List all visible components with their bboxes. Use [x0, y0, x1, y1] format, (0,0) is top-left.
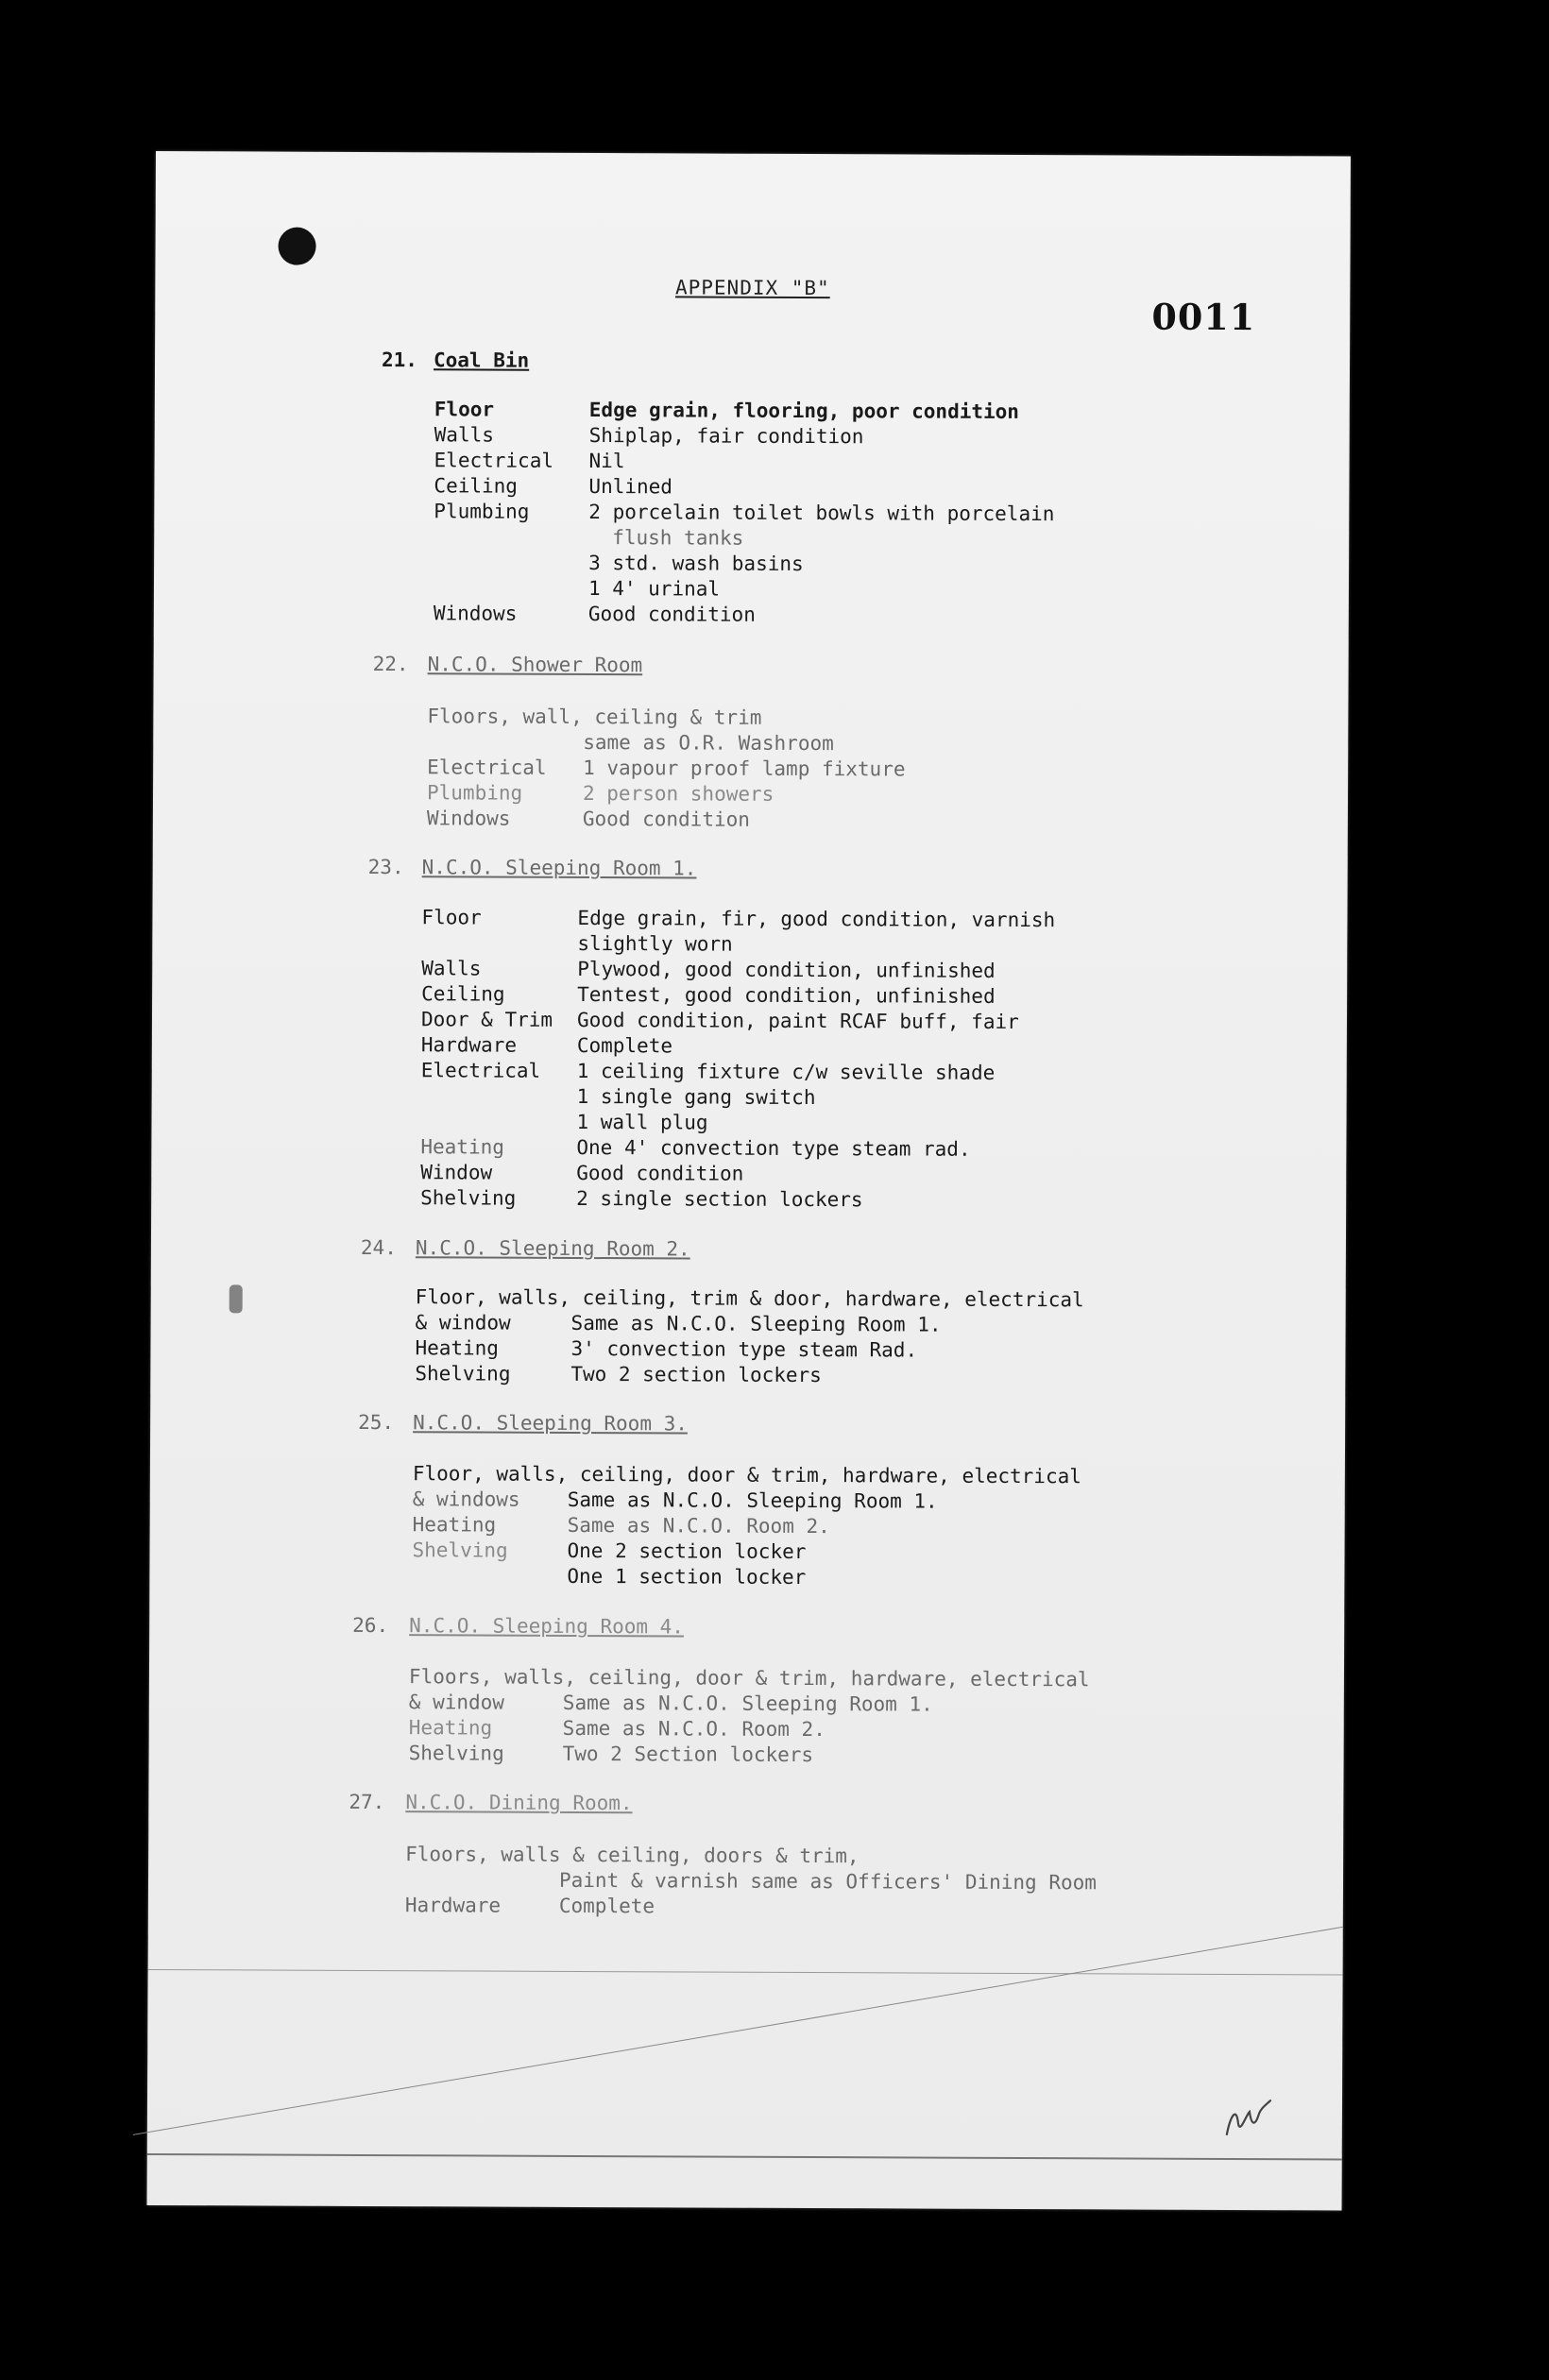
field-label: & windows [412, 1488, 520, 1511]
field-label: Floor, walls, ceiling, trim & door, hardware, electrical [415, 1285, 1084, 1312]
section-number: 24. [360, 1235, 397, 1260]
field-value: Shiplap, fair condition [588, 424, 864, 449]
field-value: Unlined [588, 475, 673, 499]
section-number: 22. [372, 653, 409, 676]
field-value: 3' convection type steam Rad. [570, 1336, 918, 1362]
appendix-title: APPENDIX "B" [674, 276, 830, 300]
section-number: 23. [367, 855, 404, 879]
field-value: Good condition [582, 807, 750, 831]
field-value: Paint & varnish same as Officers' Dining Room [558, 1868, 1098, 1895]
section-title: Coal Bin [433, 348, 530, 372]
field-label: Door & Trim [420, 1008, 553, 1031]
field-value: 1 vapour proof lamp fixture [583, 756, 906, 781]
field-value: Same as N.C.O. Room 2. [567, 1513, 830, 1538]
field-label: Shelving [408, 1742, 504, 1765]
field-value: Good condition [576, 1161, 744, 1185]
field-value: 2 person showers [582, 781, 774, 806]
field-value: Good condition [587, 603, 756, 626]
field-value: Two 2 Section lockers [562, 1742, 814, 1767]
field-value: 2 single section lockers [576, 1186, 863, 1212]
punch-hole [278, 228, 315, 265]
field-label: Plumbing [426, 781, 523, 805]
section-number: 21. [381, 348, 418, 372]
field-label: Hardware [420, 1033, 518, 1057]
section-title: N.C.O. Shower Room [427, 653, 643, 677]
field-label: & window [408, 1691, 505, 1714]
field-label: Plumbing [434, 500, 530, 523]
paper-mark [230, 1284, 243, 1313]
field-value: One 1 section locker [567, 1564, 807, 1590]
field-label: Electrical [420, 1059, 541, 1082]
field-value: 1 wall plug [576, 1110, 708, 1134]
field-value: One 2 section locker [567, 1538, 807, 1564]
field-value: One 4' convection type steam rad. [576, 1135, 971, 1161]
handwritten-initials [1219, 2087, 1276, 2144]
field-value: Tentest, good condition, unfinished [577, 982, 996, 1008]
field-label: Walls [421, 957, 482, 980]
field-label: Heating [412, 1513, 497, 1537]
field-label: Windows [426, 807, 511, 830]
ruled-line [148, 1969, 1343, 1976]
field-value: Same as N.C.O. Room 2. [562, 1716, 826, 1742]
section-title: N.C.O. Dining Room. [405, 1791, 633, 1815]
document-page [147, 151, 1351, 2210]
field-label: Floors, walls & ceiling, doors & trim, [405, 1843, 860, 1868]
field-value: slightly worn [577, 931, 733, 956]
field-label: Walls [434, 423, 494, 447]
field-label: Heating [415, 1336, 500, 1360]
field-label: Electrical [434, 449, 554, 472]
field-label: Floors, walls, ceiling, door & trim, hardware, electrical [408, 1665, 1090, 1692]
field-label: Floor, walls, ceiling, door & trim, hardware, electrical [412, 1462, 1081, 1488]
field-label: & window [415, 1311, 511, 1334]
field-label: Ceiling [434, 474, 519, 498]
field-value: flush tanks [612, 526, 744, 550]
field-value: Same as N.C.O. Sleeping Room 1. [567, 1488, 938, 1513]
field-label: Window [420, 1161, 493, 1184]
field-label: Electrical [427, 756, 547, 779]
bottom-rule [147, 2153, 1342, 2161]
field-label: Shelving [415, 1362, 511, 1386]
section-number: 26. [352, 1613, 389, 1638]
field-label: Floor [434, 398, 495, 421]
section-title: N.C.O. Sleeping Room 1. [421, 856, 697, 880]
section-title: N.C.O. Sleeping Room 4. [409, 1614, 685, 1639]
field-label: Heating [408, 1716, 493, 1740]
field-label: Floors, wall, ceiling & trim [427, 705, 762, 729]
field-value: Same as N.C.O. Sleeping Room 1. [562, 1691, 933, 1716]
field-value: Edge grain, flooring, poor condition [588, 399, 1020, 423]
field-value: 1 ceiling fixture c/w seville shade [576, 1059, 996, 1084]
field-value: Good condition, paint RCAF buff, fair [576, 1008, 1019, 1033]
field-value: Two 2 section lockers [570, 1362, 822, 1387]
field-label: Shelving [412, 1538, 508, 1562]
field-value: Nil [588, 450, 625, 473]
page-number: 0011 [1151, 295, 1256, 339]
field-value: 3 std. wash basins [588, 552, 804, 575]
field-value: same as O.R. Washroom [583, 730, 834, 756]
field-value: Complete [576, 1033, 673, 1058]
section-number: 25. [358, 1410, 395, 1435]
field-label: Floor [421, 906, 482, 929]
section-number: 27. [349, 1790, 385, 1814]
field-value: 2 porcelain toilet bowls with porcelain [588, 501, 1055, 526]
field-value: Edge grain, fir, good condition, varnish [577, 906, 1056, 932]
field-label: Hardware [404, 1894, 502, 1917]
section-title: N.C.O. Sleeping Room 2. [415, 1236, 690, 1261]
field-value: Plywood, good condition, unfinished [577, 957, 996, 982]
field-value: 1 single gang switch [576, 1084, 816, 1110]
field-label: Windows [433, 602, 518, 625]
field-value: 1 4' urinal [587, 577, 721, 601]
field-label: Shelving [420, 1186, 517, 1210]
field-value: Same as N.C.O. Sleeping Room 1. [570, 1311, 942, 1336]
diagonal-line [133, 1927, 1343, 2135]
field-value: Complete [558, 1894, 655, 1918]
section-title: N.C.O. Sleeping Room 3. [413, 1411, 688, 1436]
field-label: Ceiling [421, 982, 505, 1006]
field-label: Heating [420, 1135, 504, 1159]
